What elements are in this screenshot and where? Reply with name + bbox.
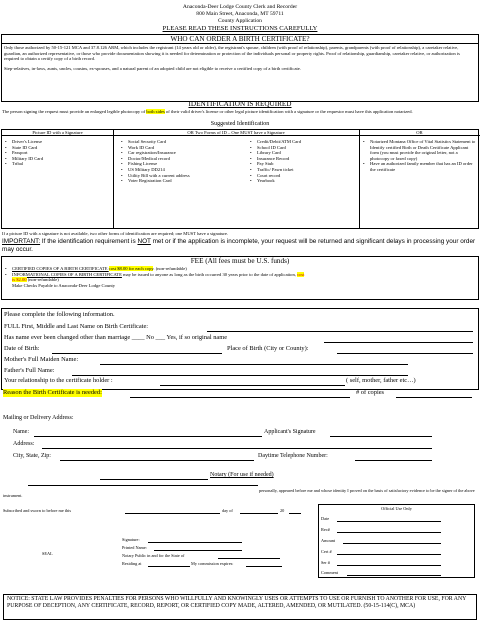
suggested-identification-title: Suggested Identification (210, 121, 270, 127)
office-rec-field[interactable] (337, 532, 441, 533)
two-forms-list-a (120, 139, 240, 184)
picture-id-list (4, 139, 112, 167)
commission-label: My commission expires: (191, 561, 234, 566)
id-table (1, 129, 479, 229)
mother-label: Mother's Full Maiden Name: (4, 356, 79, 363)
commission-field[interactable] (246, 566, 282, 567)
identification-text: The person signing the request must provide an enlarged legible photocopy of both sides of their valid driver's license or other legal picture identification with a signature or the requestor must have this application notarized. (2, 109, 413, 114)
residing-field[interactable] (148, 566, 190, 567)
notary-signature-label: Signature: (122, 537, 140, 542)
father-name-field[interactable] (72, 375, 408, 376)
notary-state-field[interactable] (218, 558, 280, 559)
applicant-info-box (1, 308, 479, 390)
list-item: • Fishing License (120, 161, 240, 167)
alternative-id-list (362, 139, 478, 173)
city-state-zip-label: City, State, Zip: (13, 453, 51, 459)
relationship-label: Your relationship to the certificate holder : (4, 377, 113, 384)
mailing-title: Mailing or Delivery Address: (3, 415, 74, 421)
official-use-title: Official Use Only (381, 506, 412, 511)
list-item: • Court record (249, 173, 357, 179)
list-item: • Pay Stub (249, 161, 357, 167)
relationship-field[interactable] (160, 385, 345, 386)
office-comment-field[interactable] (347, 575, 441, 576)
year-label: 20 (280, 508, 285, 513)
list-item: • Notarized Montana Office of Vital Statistics Statement to Identify certified Birth or Death Certificate Applicant form (you must provide the original letter, not a photocopy or faxed copy) (362, 139, 478, 161)
phone-label: Daytime Telephone Number: (258, 453, 328, 459)
list-item: • Passport (4, 150, 112, 156)
city-state-zip-field[interactable] (60, 460, 254, 461)
pob-field[interactable] (337, 353, 473, 354)
dob-field[interactable] (52, 353, 222, 354)
dob-label: Date of Birth: (4, 345, 40, 352)
list-item: • Yearbook (249, 178, 357, 184)
printed-name-field[interactable] (154, 550, 242, 551)
office-cert-field[interactable] (337, 554, 441, 555)
office-amount-label: Amount (321, 538, 336, 543)
official-use-box (318, 504, 475, 578)
original-name-field[interactable] (324, 342, 473, 343)
list-item: • Have an authorized family member that has an ID order the certificate (362, 161, 478, 172)
notary-signature-field[interactable] (148, 542, 242, 543)
residing-label: Residing at (122, 561, 142, 566)
mailing-address-label: Address: (13, 441, 35, 447)
two-forms-note: If a picture ID with a signature is not available, two other forms of identification are required; one MUST have a signature. (2, 231, 229, 236)
list-item: • Doctor/Medical record (120, 156, 240, 162)
list-item: • Voter Registration Card (120, 178, 240, 184)
printed-name-label: Printed Name: (122, 545, 147, 550)
county-clerk-heading: Anaconda-Deer Lodge County Clerk and Recorder (182, 4, 298, 10)
office-ser-field[interactable] (337, 565, 441, 566)
list-item: • Driver's License (4, 139, 112, 145)
applicant-signature-label: Applicant's Signature (264, 429, 316, 435)
col-two-forms-head: OR Two Forms of ID – One MUST have a Signature (113, 130, 359, 136)
full-name-label: FULL First, Middle and Last Name on Birth Certificate: (4, 323, 149, 330)
notary-title: Notary (For use if needed) (210, 472, 274, 478)
two-forms-list-b (249, 139, 357, 184)
pob-label: Place of Birth (City or County): (227, 345, 309, 352)
list-item: • School ID Card (249, 145, 357, 151)
list-item: • State ID Card (4, 145, 112, 151)
identification-required-title: IDENTIFICATION IS REQUIRED (188, 100, 292, 108)
sworn-day-field[interactable] (125, 513, 220, 514)
mailing-address-field[interactable] (42, 448, 432, 449)
copies-label: # of copies (356, 389, 385, 396)
office-ser-label: Ser # (321, 560, 330, 565)
office-date-field[interactable] (337, 521, 441, 522)
notary-name-field[interactable] (28, 485, 258, 486)
mother-name-field[interactable] (100, 364, 408, 365)
fee-box (1, 256, 479, 300)
list-item: • Insurance Record (249, 156, 357, 162)
notary-personally-text: personally, appeared before me and whose identity I proved on the basis of satisfactory evidence to be the signer of the above instrument. (3, 488, 475, 499)
informational-cost-highlight: is $2.00 (12, 277, 27, 283)
sworn-month-field[interactable] (240, 513, 278, 514)
sworn-label: Subscribed and sworn to before me this (3, 508, 72, 513)
mailing-name-label: Name: (13, 429, 29, 435)
who-can-order-box (1, 34, 479, 102)
list-item: • US Military DD214 (120, 167, 240, 173)
list-item: • Military ID Card (4, 156, 112, 162)
list-item: • Tribal (4, 161, 112, 167)
reason-label: Reason the Birth Certificate is needed: (3, 389, 102, 396)
notary-public-label: Notary Public in and for the State of (122, 553, 185, 558)
list-item: • Credit/Debit/ATM Card (249, 139, 357, 145)
applicant-signature-field[interactable] (330, 436, 432, 437)
list-item: • Traffic/ Pawn ticket (249, 167, 357, 173)
name-changed-label: Has name ever been changed other than marriage ____ No ___ Yes, if so original name (4, 334, 228, 341)
list-item: • Work ID Card (120, 145, 240, 151)
notary-rule (100, 479, 208, 480)
fee-title: FEE (All fees must be U.S. funds) (190, 257, 290, 265)
important-notice: IMPORTANT: If the identification requirement is NOT met or if the application is incomplete, your request will be returned and significant delays in processing your order may occur. (2, 238, 476, 253)
application-heading: County Application (218, 18, 262, 24)
address-heading: 800 Main Street, Anaconda, MT 59711 (196, 11, 284, 17)
office-rec-label: Rec# (321, 527, 330, 532)
office-cert-label: Cert # (321, 549, 332, 554)
sworn-year-field[interactable] (289, 513, 301, 514)
list-item: • Social Security Card (120, 139, 240, 145)
relationship-hint: ( self, mother, father etc…) (346, 377, 416, 384)
list-item: • INFORMATIONAL COPIES OF A BIRTH CERTIFICATE may be issued to anyone as long as the birth occurred 30 years prior to the date of application, cost is $2.00 (non-refundable) (4, 272, 476, 283)
seal-label: SEAL (42, 551, 53, 556)
day-of-label: day of (222, 508, 233, 513)
list-item: • Utility Bill with a current address (120, 173, 240, 179)
who-can-order-text: Only those authorized by 50-15-121 MCA and 37.8.126 ARM, which includes the registrant (14 years old or older), the registrant's spouse, children (with proof of relationship), parents, grandparents (with proof of relationship), a caretaker relative, guardian, an authorized representative, or those who provide documentation showing it is needed for determination or protection of the individuals personal or property rights. Proof of relationship, guardianship, caretaker relative, or authorization is required to obtain a certify copy of a birth record. (4, 45, 460, 62)
office-date-label: Date (321, 516, 330, 521)
office-comment-label: Comment (321, 570, 338, 575)
mailing-name-field[interactable] (34, 436, 262, 437)
col-picture-id-head: Picture ID with a Signature (2, 130, 113, 136)
father-label: Father's Full Name: (4, 367, 55, 374)
checks-payable: Make Checks Payable to Anaconda-Deer Lodge County (12, 282, 116, 288)
reason-field[interactable] (130, 397, 350, 398)
ineligible-text: Step-relatives, in-laws, aunts, uncles, cousins, ex-spouses, and a natural parent of an adopted child are not eligible to receive a certified copy of a birth certificate. (4, 65, 301, 71)
list-item: • CERTIFIED COPIES OF A BIRTH CERTIFICATE cost $8.00 for each copy. (non-refundable) (4, 266, 476, 272)
phone-field[interactable] (355, 460, 432, 461)
fee-list (2, 266, 478, 283)
full-name-field[interactable] (207, 331, 473, 332)
list-item: • Library Card (249, 150, 357, 156)
state-law-notice: NOTICE: STATE LAW PROVIDES PENALTIES FOR PERSONS WHO WILLFULLY AND KNOWINGLY USES OR ATTEMPTS TO USE OR FURNISH TO ANOTHER FOR USE, FOR ANY PURPOSE OF DECEPTION, ANY CERTIFICATE, RECORD, REPORT, OR CERTIFIED COPY MADE, ALTERED, AMENDED, OR MUTILATED. (50-15-114(C), MCA) (3, 594, 477, 620)
copies-field[interactable] (396, 397, 472, 398)
form-intro: Please complete the following information. (4, 311, 115, 318)
office-amount-field[interactable] (343, 543, 441, 544)
who-can-order-title: WHO CAN ORDER A BIRTH CERTIFICATE? (2, 35, 478, 44)
both-sides-highlight: both sides (146, 109, 165, 114)
col-or-head: OR (359, 130, 480, 136)
certified-cost-highlight: cost $8.00 for each copy (108, 266, 154, 271)
list-item: • Car registration/Insurance (120, 150, 240, 156)
instructions-heading: PLEASE READ THESE INSTRUCTIONS CAREFULLY (162, 25, 318, 32)
